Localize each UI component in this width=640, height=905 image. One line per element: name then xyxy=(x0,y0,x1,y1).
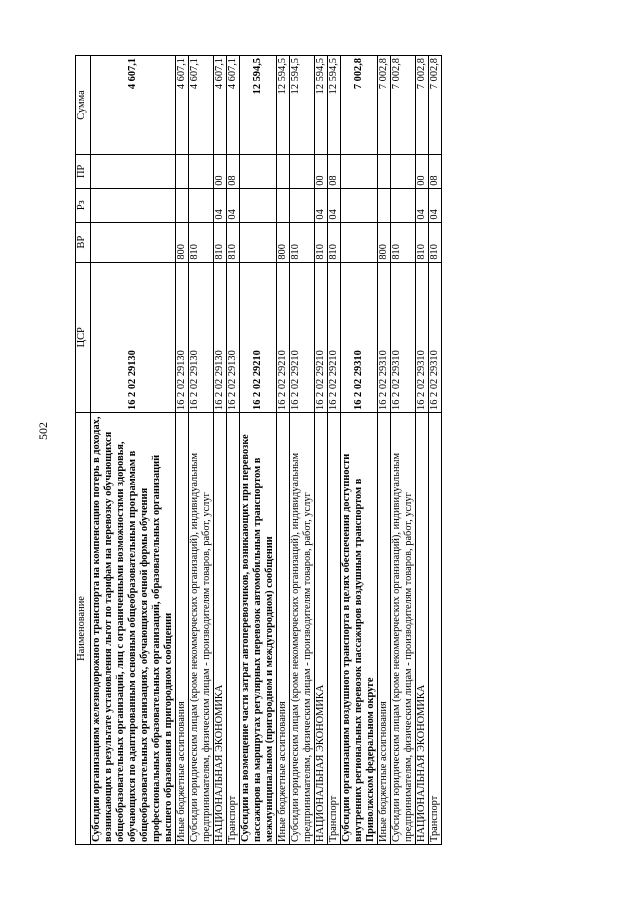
cell-csr: 16 2 02 29210 xyxy=(240,262,277,412)
table-row xyxy=(189,56,214,845)
cell-csr: 16 2 02 29210 xyxy=(277,262,290,412)
cell-name: Субсидии юридическим лицам (кроме некоммерческих организаций), индивидуальным предпринимателям, физическим лицам - производителям товаров, работ, услуг xyxy=(189,412,214,844)
cell-sum: 4 607,1 xyxy=(189,56,214,155)
cell-name: Иные бюджетные ассигнования xyxy=(176,412,189,844)
cell-sum: 7 002,8 xyxy=(391,56,416,155)
cell-pr: 00 xyxy=(315,154,328,188)
cell-rz xyxy=(277,188,290,222)
cell-pr: 08 xyxy=(429,154,442,188)
cell-pr: 00 xyxy=(214,154,227,188)
cell-pr xyxy=(290,154,315,188)
cell-name: Иные бюджетные ассигнования xyxy=(378,412,391,844)
cell-vr: 800 xyxy=(378,222,391,262)
table-row xyxy=(91,56,176,845)
cell-name: Субсидии юридическим лицам (кроме некоммерческих организаций), индивидуальным предпринимателям, физическим лицам - производителям товаров, работ, услуг xyxy=(290,412,315,844)
cell-name: Транспорт xyxy=(429,412,442,844)
table-row xyxy=(290,56,315,845)
cell-vr: 810 xyxy=(189,222,214,262)
cell-pr xyxy=(341,154,378,188)
header-name: Наименование xyxy=(76,412,91,844)
cell-vr: 810 xyxy=(315,222,328,262)
cell-vr: 810 xyxy=(290,222,315,262)
cell-rz: 04 xyxy=(214,188,227,222)
cell-rz: 04 xyxy=(315,188,328,222)
cell-rz: 04 xyxy=(429,188,442,222)
cell-name: НАЦИОНАЛЬНАЯ ЭКОНОМИКА xyxy=(214,412,227,844)
cell-vr xyxy=(91,222,176,262)
table-row xyxy=(315,56,328,845)
table-row xyxy=(214,56,227,845)
cell-pr: 08 xyxy=(328,154,341,188)
cell-rz xyxy=(378,188,391,222)
table-row xyxy=(176,56,189,845)
cell-csr: 16 2 02 29210 xyxy=(290,262,315,412)
table-row xyxy=(378,56,391,845)
cell-rz xyxy=(391,188,416,222)
cell-name: Иные бюджетные ассигнования xyxy=(277,412,290,844)
cell-vr: 810 xyxy=(214,222,227,262)
cell-sum: 12 594,5 xyxy=(315,56,328,155)
cell-sum: 7 002,8 xyxy=(378,56,391,155)
header-rz: Рз xyxy=(76,188,91,222)
cell-sum: 12 594,5 xyxy=(290,56,315,155)
cell-name: Транспорт xyxy=(328,412,341,844)
cell-sum: 7 002,8 xyxy=(416,56,429,155)
cell-pr xyxy=(189,154,214,188)
cell-vr: 810 xyxy=(429,222,442,262)
cell-pr xyxy=(378,154,391,188)
header-sum: Сумма xyxy=(76,56,91,155)
cell-vr: 810 xyxy=(416,222,429,262)
cell-name: НАЦИОНАЛЬНАЯ ЭКОНОМИКА xyxy=(416,412,429,844)
cell-name: Субсидии юридическим лицам (кроме некоммерческих организаций), индивидуальным предпринимателям, физическим лицам - производителям товаров, работ, услуг xyxy=(391,412,416,844)
header-pr: ПР xyxy=(76,154,91,188)
table-row xyxy=(391,56,416,845)
header-vr: ВР xyxy=(76,222,91,262)
cell-csr: 16 2 02 29130 xyxy=(91,262,176,412)
cell-vr: 800 xyxy=(176,222,189,262)
cell-sum: 7 002,8 xyxy=(429,56,442,155)
cell-vr: 810 xyxy=(227,222,240,262)
cell-sum: 12 594,5 xyxy=(328,56,341,155)
header-csr: ЦСР xyxy=(76,262,91,412)
cell-rz: 04 xyxy=(227,188,240,222)
table-row xyxy=(227,56,240,845)
cell-rz xyxy=(189,188,214,222)
cell-rz xyxy=(240,188,277,222)
table-row xyxy=(240,56,277,845)
cell-rz xyxy=(341,188,378,222)
cell-csr: 16 2 02 29210 xyxy=(328,262,341,412)
cell-rz: 04 xyxy=(416,188,429,222)
cell-pr xyxy=(277,154,290,188)
cell-name: Транспорт xyxy=(227,412,240,844)
cell-csr: 16 2 02 29310 xyxy=(416,262,429,412)
cell-csr: 16 2 02 29130 xyxy=(227,262,240,412)
cell-rz xyxy=(176,188,189,222)
cell-rz xyxy=(290,188,315,222)
table-row xyxy=(341,56,378,845)
cell-csr: 16 2 02 29310 xyxy=(391,262,416,412)
table-body xyxy=(91,56,442,845)
cell-vr: 810 xyxy=(328,222,341,262)
cell-sum: 4 607,1 xyxy=(214,56,227,155)
cell-pr xyxy=(391,154,416,188)
cell-sum: 12 594,5 xyxy=(240,56,277,155)
cell-rz xyxy=(91,188,176,222)
cell-vr: 800 xyxy=(277,222,290,262)
cell-name: Субсидии на возмещение части затрат автоперевозчиков, возникающих при перевозке пассажиров на маршрутах регулярных перевозок автомобильным транспортом в межмуниципальном (пригородном и междугородном) сообщении xyxy=(240,412,277,844)
cell-name: Субсидии организациям железнодорожного транспорта на компенсацию потерь в доходах, возникающих в результате установления льгот по тарифам на перевозку обучающихся общеобразовательных организаций, лиц с ограниченными возможностями здоровья, обучающихся по адаптированным основным общеобразовательным программам в общеобразовательных организациях, обучающихся очной формы обучения профессиональных образовательных организаций, образовательных организаций высшего образования в пригородном сообщении xyxy=(91,412,176,844)
cell-pr xyxy=(240,154,277,188)
cell-csr: 16 2 02 29310 xyxy=(341,262,378,412)
cell-vr: 810 xyxy=(391,222,416,262)
table-row xyxy=(328,56,341,845)
cell-csr: 16 2 02 29210 xyxy=(315,262,328,412)
cell-csr: 16 2 02 29310 xyxy=(429,262,442,412)
cell-vr xyxy=(240,222,277,262)
cell-vr xyxy=(341,222,378,262)
table-row xyxy=(429,56,442,845)
cell-csr: 16 2 02 29130 xyxy=(189,262,214,412)
cell-pr xyxy=(176,154,189,188)
cell-sum: 4 607,1 xyxy=(227,56,240,155)
cell-sum: 4 607,1 xyxy=(91,56,176,155)
cell-sum: 12 594,5 xyxy=(277,56,290,155)
budget-table-container xyxy=(75,55,565,845)
cell-sum: 7 002,8 xyxy=(341,56,378,155)
cell-pr: 00 xyxy=(416,154,429,188)
cell-csr: 16 2 02 29130 xyxy=(214,262,227,412)
table-row xyxy=(416,56,429,845)
cell-name: Субсидии организациям воздушного транспорта в целях обеспечения доступности внутренних региональных перевозок пассажиров воздушным транспортом в Приволжском федеральном округе xyxy=(341,412,378,844)
table-row xyxy=(277,56,290,845)
budget-table xyxy=(75,55,442,845)
cell-pr: 08 xyxy=(227,154,240,188)
page-number: 502 xyxy=(36,422,50,440)
cell-pr xyxy=(91,154,176,188)
cell-csr: 16 2 02 29310 xyxy=(378,262,391,412)
table-header-row xyxy=(76,56,91,845)
cell-sum: 4 607,1 xyxy=(176,56,189,155)
cell-name: НАЦИОНАЛЬНАЯ ЭКОНОМИКА xyxy=(315,412,328,844)
cell-csr: 16 2 02 29130 xyxy=(176,262,189,412)
cell-rz: 04 xyxy=(328,188,341,222)
